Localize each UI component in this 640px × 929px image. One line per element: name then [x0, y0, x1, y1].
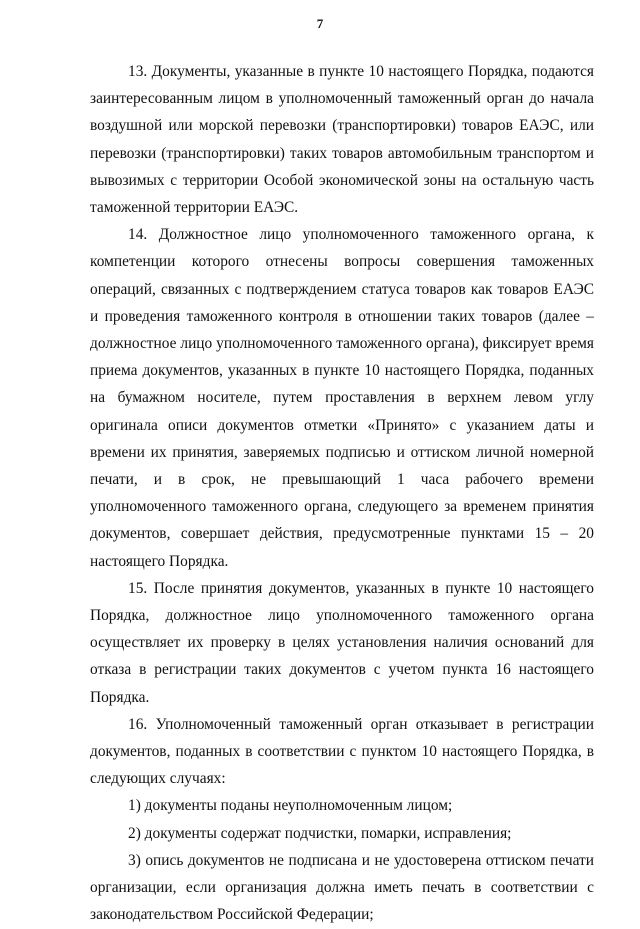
paragraph-14: 14. Должностное лицо уполномоченного таможенного органа, к компетенции которого отнесены вопросы совершения таможенных операций, связанных с подтверждением статуса товаров как товаров ЕАЭС и проведения таможенного контроля в отношении таких товаров (далее – должностное лицо уполномоченного таможенного органа), фиксирует время приема документов, указанных в пункте 10 настоящего Порядка, поданных на бумажном носителе, путем проставления в верхнем левом углу оригинала описи документов отметки «Принято» с указанием даты и времени их принятия, заверяемых подписью и оттиском личной номерной печати, и в срок, не превышающий 1 часа рабочего времени уполномоченного таможенного органа, следующего за временем принятия документов, совершает действия, предусмотренные пунктами 15 – 20 настоящего Порядка. [90, 226, 594, 570]
page-number: 7 [316, 16, 324, 31]
list-item-2: 2) документы содержат подчистки, помарки, исправления; [128, 824, 512, 842]
paragraph-16: 16. Уполномоченный таможенный орган отказывает в регистрации документов, поданных в соответствии с пунктом 10 настоящего Порядка, в следующих случаях: [90, 715, 594, 788]
list-item-3: 3) опись документов не подписана и не удостоверена оттиском печати организации, если организация должна иметь печать в соответствии с законодательством Российской Федерации; [90, 851, 594, 924]
paragraph-13: 13. Документы, указанные в пункте 10 настоящего Порядка, подаются заинтересованным лицом в уполномоченный таможенный орган до начала воздушной или морской перевозки (транспортировки) товаров ЕАЭС, или перевозки (транспортировки) таких товаров автомобильным транспортом и вывозимых с территории Особой экономической зоны на остальную часть таможенной территории ЕАЭС. [90, 63, 594, 217]
document-body [90, 58, 594, 929]
paragraph-15: 15. После принятия документов, указанных в пункте 10 настоящего Порядка, должностное лицо уполномоченного таможенного органа осуществляет их проверку в целях установления наличия оснований для отказа в регистрации таких документов с учетом пункта 16 настоящего Порядка. [90, 579, 594, 706]
list-item-1: 1) документы поданы неуполномоченным лицом; [128, 797, 453, 815]
